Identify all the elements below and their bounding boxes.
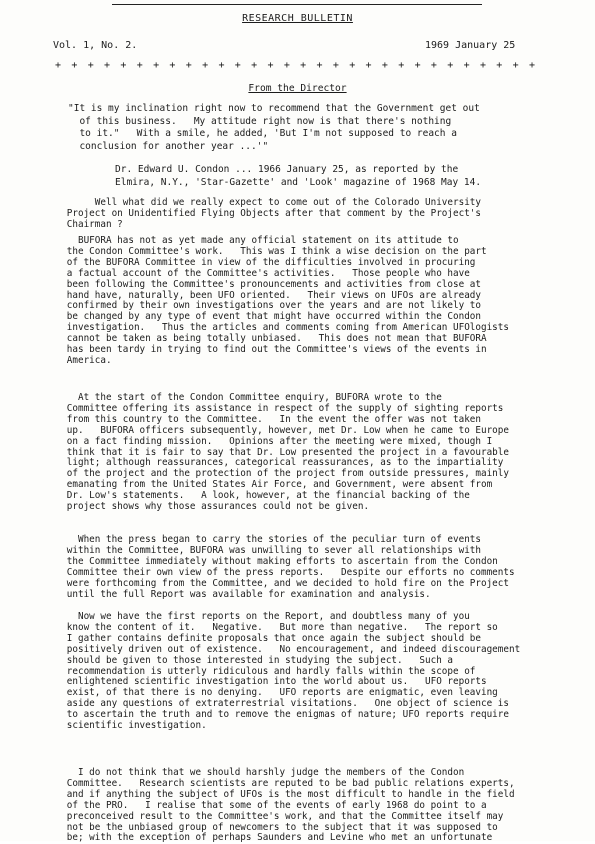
divider-plus: + [463,60,470,71]
divider-plus: + [251,60,258,71]
divider-plus: + [169,60,176,71]
divider-plus: + [512,60,519,71]
divider-plus: + [479,60,486,71]
divider-plus: + [349,60,356,71]
divider-plus: + [430,60,437,71]
quote-attribution: Dr. Edward U. Condon ... 1966 January 25, as reported by the Elmira, N.Y., 'Star-Gazette' and 'Look' magazine of 1968 May 14. [115,164,482,188]
divider-plus: + [381,60,388,71]
paragraph: When the press began to carry the stories of the peculiar turn of events within the Committee, BUFORA was unwilling to sever all relationships with the Committee immediately without making efforts to ascertain from the Condon Committee their own view of the press reports. Despite our efforts no comments were forthcoming from the Committee, and we decided to hold fire on the Project until the full Report was available for examination and analysis. [66,534,515,600]
divider-plus: + [71,60,78,71]
divider-plus: + [316,60,323,71]
divider-plus: + [414,60,421,71]
masthead-rule [112,0,482,5]
divider-plus: + [185,60,192,71]
plus-divider [55,60,535,71]
issue-date: 1969 January 25 [425,40,516,51]
section-title: From the Director [248,83,347,94]
divider-plus: + [300,60,307,71]
volume-number: Vol. 1, No. 2. [53,40,138,51]
paragraph: I do not think that we should harshly judge the members of the Condon Committee. Research scientists are reputed to be bad public relations experts, and if anything the subject of UFOs is the most difficult to handle in the field of the PRO. I realise that some of the events of early 1968 do point to a preconceived result to the Committee's work, and that the Committee itself may not be the unbiased group of newcomers to the subject that it was supposed to be; with the exception of perhaps Saunders and Levine who met an unfortunate [66,767,515,844]
paragraph: BUFORA has not as yet made any official statement on its attitude to the Condon Committee's work. This was I think a wise decision on the part of the BUFORA Committee in view of the difficulties involved in procuring a factual account of the Committee's activities. Those people who have been following the Committee's pronouncements and activities from close at hand have, naturally, been UFO oriented. Their views on UFOs are already confirmed by their own investigations over the years and are not likely to be changed by any type of event that might have occurred within the Condon investigation. Thus the articles and comments coming from American UFOlogists cannot be taken as being totally unbiased. This does not mean that BUFORA has been tardy in trying to find out the Committee's views of the events in America. [66,235,509,366]
opening-quote: "It is my inclination right now to recommend that the Government get out of this business. My attitude right now is that there's nothing to it." With a smile, he added, 'But I'm not supposed to reach a conclusion for another year ...'" [68,103,480,152]
divider-plus: + [528,60,535,71]
divider-plus: + [202,60,209,71]
divider-plus: + [365,60,372,71]
divider-plus: + [267,60,274,71]
divider-plus: + [153,60,160,71]
divider-plus: + [55,60,62,71]
divider-plus: + [447,60,454,71]
divider-plus: + [136,60,143,71]
divider-plus: + [120,60,127,71]
divider-plus: + [398,60,405,71]
divider-plus: + [496,60,503,71]
paragraph: At the start of the Condon Committee enquiry, BUFORA wrote to the Committee offering its assistance in respect of the supply of sighting reports from this country to the Committee. In the event the offer was not taken up. BUFORA officers subsequently, however, met Dr. Low when he came to Europe on a fact finding mission. Opinions after the meeting were mixed, though I think that it is fair to say that Dr. Low presented the project in a favourable light; although reassurances, categorical reassurances, as to the impartiality of the project and the protection of the project from outside pressures, mainly emanating from the United States Air Force, and Government, were absent from Dr. Low's statements. A look, however, at the financial backing of the project shows why those assurances could not be given. [66,392,509,513]
divider-plus: + [218,60,225,71]
divider-plus: + [234,60,241,71]
bulletin-title: RESEARCH BULLETIN [242,13,353,24]
divider-plus: + [104,60,111,71]
divider-plus: + [283,60,290,71]
paragraph: Now we have the first reports on the Report, and doubtless many of you know the content of it. Negative. But more than negative. The report so I gather contains definite proposals that once again the subject should be positively driven out of existence. No encouragement, and indeed discouragement should be given to those interested in studying the subject. Such a recommendation is utterly ridiculous and hardly falls within the scope of enlightened scientific investigation into the world about us. UFO reports exist, of that there is no denying. UFO reports are enigmatic, even leaving aside any questions of extraterrestrial visitations. One object of science is to ascertain the truth and to remove the enigmas of nature; UFO reports require scientific investigation. [66,611,521,732]
paragraph: Well what did we really expect to come out of the Colorado University Project on Unidentified Flying Objects after that comment by the Project's Chairman ? [66,197,481,230]
divider-plus: + [332,60,339,71]
divider-plus: + [87,60,94,71]
